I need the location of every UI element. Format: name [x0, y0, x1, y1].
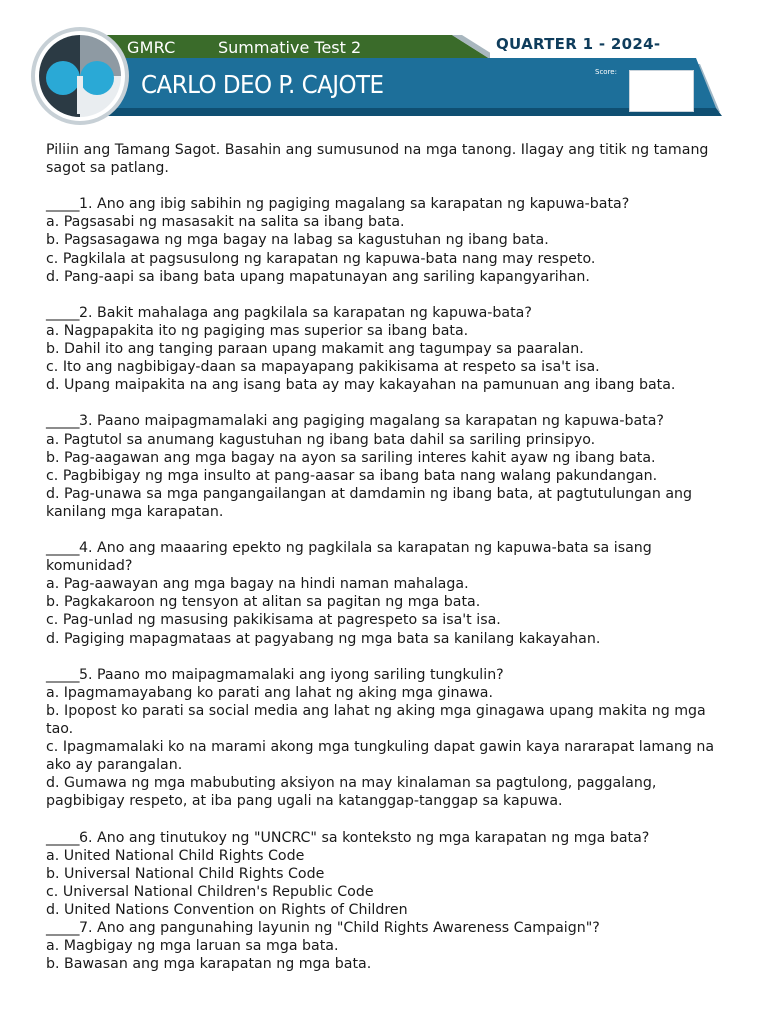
answer-blank[interactable]: _____ [46, 413, 79, 430]
choice-c: c. Pagkilala at pagsusulong ng karapatan ng kapuwa-bata nang may respeto. [46, 250, 596, 267]
school-logo [30, 26, 130, 126]
answer-blank[interactable]: _____ [46, 304, 79, 321]
choice-a: a. Pagsasabi ng masasakit na salita sa ibang bata. [46, 214, 405, 231]
choice-c: c. Ipagmamalaki ko na marami akong mga tungkuling dapat gawin kaya nararapat lamang na ako ay parangalan. [46, 739, 715, 774]
choice-a: a. United National Child Rights Code [46, 847, 305, 864]
teacher-name: CARLO DEO P. CAJOTE [141, 70, 384, 99]
question-text: 5. Paano mo maipagmamalaki ang iyong sariling tungkulin? [78, 666, 504, 683]
question-3 [46, 412, 736, 521]
choice-b: b. Universal National Child Rights Code [46, 865, 325, 882]
choice-a: a. Pag-aawayan ang mga bagay na hindi naman mahalaga. [46, 576, 469, 593]
score-label: Score: [595, 68, 617, 76]
choice-b: b. Pag-aagawan ang mga bagay na ayon sa sariling interes kahit ayaw ng ibang bata. [46, 449, 656, 466]
question-text: 1. Ano ang ibig sabihin ng pagiging magalang sa karapatan ng kapuwa-bata? [78, 196, 630, 213]
answer-blank[interactable]: _____ [46, 540, 79, 557]
answer-blank[interactable]: _____ [46, 829, 79, 846]
choice-b: b. Pagsasagawa ng mga bagay na labag sa kagustuhan ng ibang bata. [46, 232, 549, 249]
instructions: Piliin ang Tamang Sagot. Basahin ang sumusunod na mga tanong. Ilagay ang titik ng tamang sagot sa patlang. [46, 142, 709, 177]
choice-b: b. Pagkakaroon ng tensyon at alitan sa pagitan ng mga bata. [46, 594, 481, 611]
question-1 [46, 195, 736, 285]
score-box[interactable] [629, 70, 694, 112]
answer-blank[interactable]: _____ [46, 920, 79, 937]
answer-blank[interactable]: _____ [46, 666, 79, 683]
choice-b: b. Dahil ito ang tanging paraan upang makamit ang tagumpay sa paaralan. [46, 341, 584, 358]
test-title: Summative Test 2 [218, 38, 362, 57]
choice-a: a. Magbigay ng mga laruan sa mga bata. [46, 938, 339, 955]
question-text: 2. Bakit mahalaga ang pagkilala sa karapatan ng kapuwa-bata? [78, 304, 532, 321]
choice-d: d. Pagiging mapagmataas at pagyabang ng mga bata sa kanilang kakayahan. [46, 630, 601, 647]
question-4 [46, 539, 736, 648]
question-text: 6. Ano ang tinutukoy ng "UNCRC" sa konteksto ng mga karapatan ng mga bata? [78, 829, 650, 846]
choice-d: d. Pag-unawa sa mga pangangailangan at damdamin ng ibang bata, at pagtutulungan ang kanilang mga karapatan. [46, 485, 693, 520]
question-5 [46, 666, 736, 811]
question-6 [46, 829, 736, 919]
choice-b: b. Bawasan ang mga karapatan ng mga bata. [46, 956, 372, 973]
subject-label: GMRC [127, 38, 176, 57]
choice-a: a. Nagpapakita ito ng pagiging mas superior sa ibang bata. [46, 322, 469, 339]
choice-a: a. Pagtutol sa anumang kagustuhan ng ibang bata dahil sa sariling prinsipyo. [46, 431, 596, 448]
question-text: 4. Ano ang maaaring epekto ng pagkilala sa karapatan ng kapuwa-bata sa isang komunidad? [46, 540, 652, 575]
choice-d: d. United Nations Convention on Rights of Children [46, 901, 408, 918]
choice-d: d. Gumawa ng mga mabubuting aksiyon na may kinalaman sa pagtulong, paggalang, pagbibigay respeto, at iba pang ugali na katanggap-tanggap sa kapuwa. [46, 775, 657, 810]
choice-d: d. Pang-aapi sa ibang bata upang mapatunayan ang sariling kapangyarihan. [46, 268, 590, 285]
choice-b: b. Ipopost ko parati sa social media ang lahat ng aking mga ginagawa upang makita ng mga tao. [46, 702, 706, 737]
choice-c: c. Pagbibigay ng mga insulto at pang-aasar sa ibang bata nang walang pakundangan. [46, 467, 658, 484]
answer-blank[interactable]: _____ [46, 196, 79, 213]
choice-c: c. Pag-unlad ng masusing pakikisama at pagrespeto sa isa't isa. [46, 612, 501, 629]
question-text: 7. Ano ang pangunahing layunin ng "Child Rights Awareness Campaign"? [78, 920, 600, 937]
quarter-label: QUARTER 1 - 2024- [496, 35, 661, 53]
choice-c: c. Universal National Children's Republic Code [46, 883, 374, 900]
choice-d: d. Upang maipakita na ang isang bata ay may kakayahan na pamunuan ang ibang bata. [46, 377, 676, 394]
question-7 [46, 919, 736, 973]
choice-c: c. Ito ang nagbibigay-daan sa mapayapang pakikisama at respeto sa isa't isa. [46, 359, 600, 376]
question-2 [46, 304, 736, 394]
question-text: 3. Paano maipagmamalaki ang pagiging magalang sa karapatan ng kapuwa-bata? [78, 413, 664, 430]
choice-a: a. Ipagmamayabang ko parati ang lahat ng aking mga ginawa. [46, 684, 494, 701]
test-content [46, 141, 736, 973]
